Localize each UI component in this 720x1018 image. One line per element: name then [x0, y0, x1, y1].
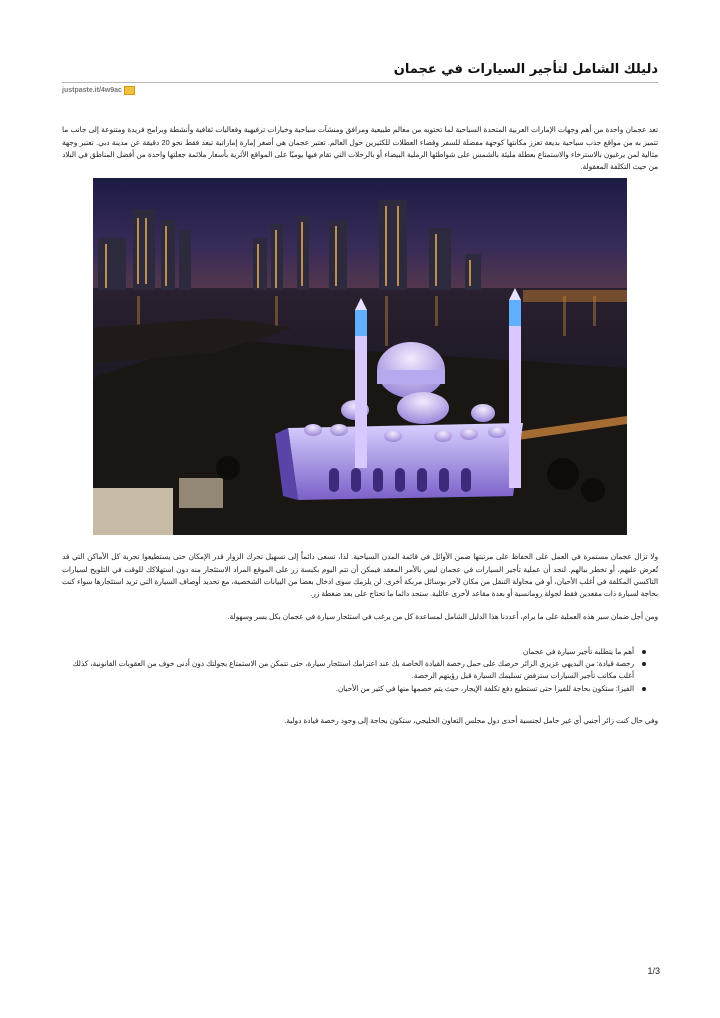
list-item: رخصة قيادة: من البديهي عزيزي الزائر حرصك على حمل رخصة القيادة الخاصة بك عند اعتزامك استئجار سيارة، حتى تتمكن من الاستمتاع بجولتك دون أدنى خوف من العقوبات القانونية، كذلك أغلب مكاتب تأجير السيارات سترفض تسليمك السيارة قبل رؤيتهم الرخصة. [62, 658, 648, 682]
bullet-icon [642, 650, 646, 654]
list-item: الفيزا: ستكون بحاجة للفيزا حتى تستطيع دفع تكلفة الإيجار، حيث يتم خصمها منها في كثير من الأحيان. [62, 683, 648, 695]
bookmark-icon [124, 86, 135, 95]
body-paragraph-2: ولا تزال عجمان مستمرة في العمل على الحفاظ على مرتبتها ضمن الأوائل في قائمة المدن السياحية. لذا، تسعى دائماً إلى تسهيل تحرك الزوار قدر الإمكان حتى يستطيعوا تجربة كل الأماكن التي قد تُعرض عليهم، أو تخطر ببالهم. لنجد أن عملية تأجير السيارات في عجمان ليس بالأمر المعقد فيمكن أن تتم اليوم بكبسة زر على الموقع المراد الاستئجار منه دون استهلاكك للوقت في التلويح لسيارات التاكسي المكلفة في أغلب الأحيان، أو في محاولة التنقل من مكان لآخر بوسائل مربكة أخرى. لن يلزمك سوى ادخال بعضا من البيانات الشخصية، مع تحديد أوصاف السيارة التي تريد استئجارها سواء كنت بحاجة لسيارة ذات مقعدين فقط لجولة رومانسية أو بعدة مقاعد لأخرى عائلية. ستجد دائما ما تحتاج على بعد ضغطة زر. [62, 552, 658, 598]
requirements-list [62, 646, 648, 695]
source-label[interactable]: justpaste.it/4w9ac [62, 87, 122, 94]
intro-paragraph: تعد عجمان واحدة من أهم وجهات الإمارات العربية المتحدة السياحية لما تحتويه من معالم طبيعية ومرافق ومنشآت سياحية وخيارات ترفيهية وفعاليات ثقافية وأنشطة وبرامج فريدة ومتنوعة إلى جانب ما تتميز به من مواقع جذب سياحية بديعة تعزز مكانتها كوجهة مفضلة للسفر وقضاء العطلات للكثيرين حول العالم. تعتبر عجمان هي أصغر إمارة إماراتية تبعد فقط نحو 20 دقيقة عن مدينة دبي. تعتبر وجهة مثالية لمن يرغبون بالاسترخاء والاستمتاع بعطلة مليئة بالشمس على شواطئها الرملية البيضاء أو بالرحلات التي تقام فيها يوميًا على المواقع الأثرية بأسعار ملائمة جعلتها واحدة من أفضل المناطق في البلاد من حيث التكلفة المعقولة. [62, 125, 658, 171]
body-paragraph-3: ومن أجل ضمان سير هذه العملية على ما يرام، أعددنا هذا الدليل الشامل لمساعدة كل من يرغب في استئجار سيارة في عجمان بكل يسر وسهولة. [227, 612, 658, 622]
page-number: 1/3 [647, 966, 660, 976]
source-link[interactable] [62, 86, 135, 95]
mosque-photo [93, 178, 627, 535]
list-item: أهم ما يتطلبه تأجير سيارة في عجمان [62, 646, 648, 658]
bullet-icon [642, 662, 646, 666]
bullet-icon [642, 687, 646, 691]
title-divider [62, 82, 658, 83]
body-paragraph-4: وفي حال كنت زائر أجنبي أي غير حامل لجنسية أحدى دول مجلس التعاون الخليجي، ستكون بحاجة إلى وجود رخصة قيادة دولية. [284, 716, 658, 726]
page-title: دليلك الشامل لتأجير السيارات في عجمان [393, 62, 658, 77]
